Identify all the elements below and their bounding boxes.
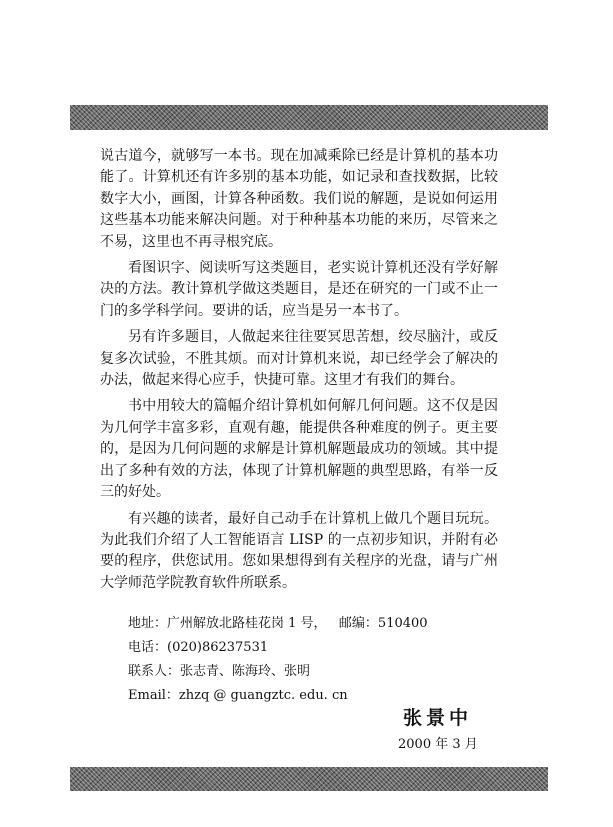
preface-body <box>100 146 498 599</box>
paragraph: 有兴趣的读者，最好自己动手在计算机上做几个题目玩玩。为此我们介绍了人工智能语言 LISP 的一点初步知识，并附有必要的程序，供您试用。您如果想得到有关程序的光盘，请与广州大学师范学院教育软件所联系。 <box>100 510 498 591</box>
paragraph: 书中用较大的篇幅介绍计算机如何解几何问题。这不仅是因为几何学丰富多彩，直观有趣，能提供各种难度的例子。更主要的，是因为几何问题的求解是计算机解题最成功的领域。其中提出了多种有效的方法，体现了计算机解题的典型思路，有举一反三的好处。 <box>100 398 498 501</box>
contact-email: Email：zhzq @ guangztc. edu. cn <box>128 688 348 703</box>
contact-phone: 电话：(020)86237531 <box>128 640 269 655</box>
paragraph: 另有许多题目，人做起来往往要冥思苦想，绞尽脑汁，或反复多次试验，不胜其烦。而对计算机来说，却已经学会了解决的办法，做起来得心应手，快捷可靠。这里才有我们的舞台。 <box>100 329 498 389</box>
contact-info <box>128 612 428 708</box>
signature-name: 张景中 <box>403 707 473 729</box>
contact-address: 地址：广州解放北路桂花岗 1 号， 邮编：510400 <box>128 616 428 631</box>
paragraph: 说古道今，就够写一本书。现在加减乘除已经是计算机的基本功能了。计算机还有许多别的基本功能，如记录和查找数据，比较数字大小，画图，计算各种函数。我们说的解题，是说如何运用这些基本功能来解决问题。对于种种基本功能的来历，尽管来之不易，这里也不再寻根究底。 <box>100 148 498 250</box>
header-texture-band <box>70 105 548 130</box>
paragraph: 看图识字、阅读听写这类题目，老实说计算机还没有学好解决的方法。教计算机学做这类题目，是还在研究的一门或不止一门的多学科学问。要讲的话，应当是另一本书了。 <box>100 260 498 319</box>
signature-date: 2000 年 3 月 <box>398 737 478 752</box>
footer-texture-band <box>70 767 548 791</box>
contact-people: 联系人：张志青、陈海玲、张明 <box>128 664 311 679</box>
